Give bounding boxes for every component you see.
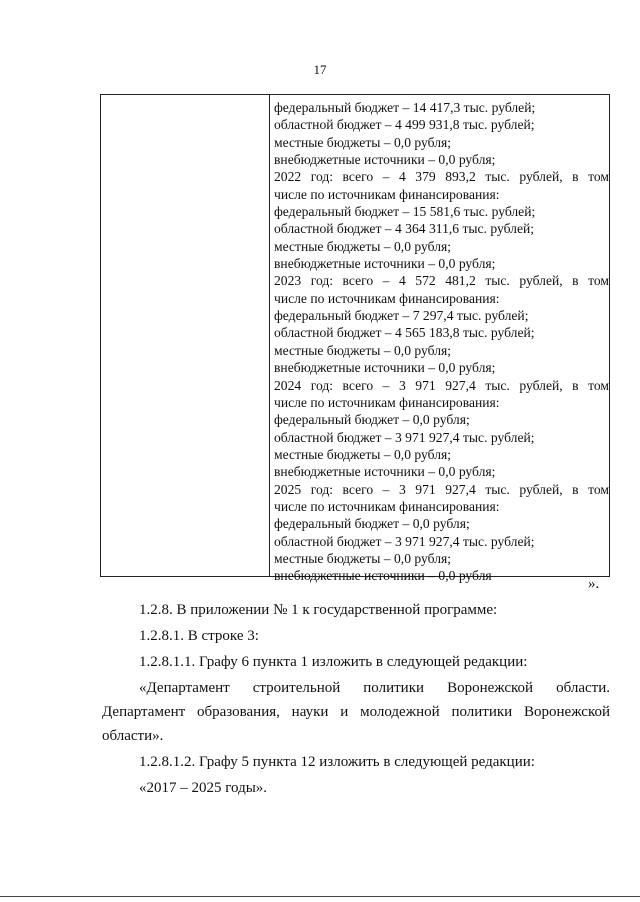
financing-line: внебюджетные источники – 0,0 рубля [274,568,492,584]
financing-line: числе по источникам финансирования: [274,394,500,410]
financing-line: федеральный бюджет – 14 417,3 тыс. рублей; [274,100,536,115]
financing-line: внебюджетные источники – 0,0 рубля; [274,360,496,376]
paragraph-text: «2017 – 2025 годы». [139,780,268,796]
financing-table [100,94,610,584]
paragraph-text: 1.2.8.1.2. Графу 5 пункта 12 изложить в следующей редакции: [139,754,535,770]
paragraph-text: 1.2.8.1.1. Графу 6 пункта 1 изложить в следующей редакции: [139,654,528,670]
page-number: 17 [313,62,327,77]
financing-line: 2023 год: всего – 4 572 481,2 тыс. рублей, в том [274,273,609,289]
quote-line-2: Департамент образования, науки и молодежной политики Воронежской [102,704,610,720]
financing-line: областной бюджет – 4 499 931,8 тыс. рублей; [274,117,535,133]
table-closing-quote: ». [588,576,600,592]
financing-line: местные бюджеты – 0,0 рубля; [274,550,452,566]
financing-line: числе по источникам финансирования: [274,498,500,514]
financing-line: числе по источникам финансирования: [274,290,500,306]
paragraph-years-quote [102,776,610,800]
financing-line: 2025 год: всего – 3 971 927,4 тыс. рублей, в том [274,481,609,497]
paragraph-1-2-8-1-2 [102,750,610,774]
financing-table-label-cell [101,95,270,576]
financing-line: областной бюджет – 4 565 183,8 тыс. рублей; [274,325,535,341]
financing-line: внебюджетные источники – 0,0 рубля; [274,256,496,272]
paragraph-1-2-8 [102,598,610,622]
quote-line-3: области». [102,728,164,744]
paragraph-department-quote [102,676,610,700]
paragraph-text: 1.2.8.1. В строке 3: [139,628,259,644]
paragraph-1-2-8-1-1 [102,650,610,674]
financing-line: числе по источникам финансирования: [274,186,500,202]
financing-line: местные бюджеты – 0,0 рубля; [274,342,452,358]
financing-line: внебюджетные источники – 0,0 рубля; [274,152,496,168]
paragraph-1-2-8-1 [102,624,610,648]
financing-line: местные бюджеты – 0,0 рубля; [274,134,452,150]
financing-line: 2024 год: всего – 3 971 927,4 тыс. рублей, в том [274,377,609,393]
financing-line: федеральный бюджет – 15 581,6 тыс. рублей; [274,204,536,220]
financing-line: федеральный бюджет – 7 297,4 тыс. рублей; [274,308,529,324]
paragraph-department-quote-end [102,724,610,748]
financing-line: областной бюджет – 4 364 311,6 тыс. рублей; [274,221,535,237]
page-bottom-rule [0,896,640,897]
financing-line: внебюджетные источники – 0,0 рубля; [274,464,496,480]
financing-line: областной бюджет – 3 971 927,4 тыс. рублей; [274,533,535,549]
financing-line: федеральный бюджет – 0,0 рубля; [274,412,470,428]
paragraph-department-quote-cont [102,700,610,724]
financing-line: федеральный бюджет – 0,0 рубля; [274,516,470,532]
financing-line: областной бюджет – 3 971 927,4 тыс. рублей; [274,429,535,445]
quote-line-1: «Департамент строительной политики Воронежской области. [139,680,610,696]
paragraph-text: 1.2.8. В приложении № 1 к государственной программе: [139,602,498,618]
financing-line: местные бюджеты – 0,0 рубля; [274,238,452,254]
financing-line: 2022 год: всего – 4 379 893,2 тыс. рублей, в том [274,169,609,185]
financing-table-value-cell [274,99,609,585]
financing-line: местные бюджеты – 0,0 рубля; [274,446,452,462]
